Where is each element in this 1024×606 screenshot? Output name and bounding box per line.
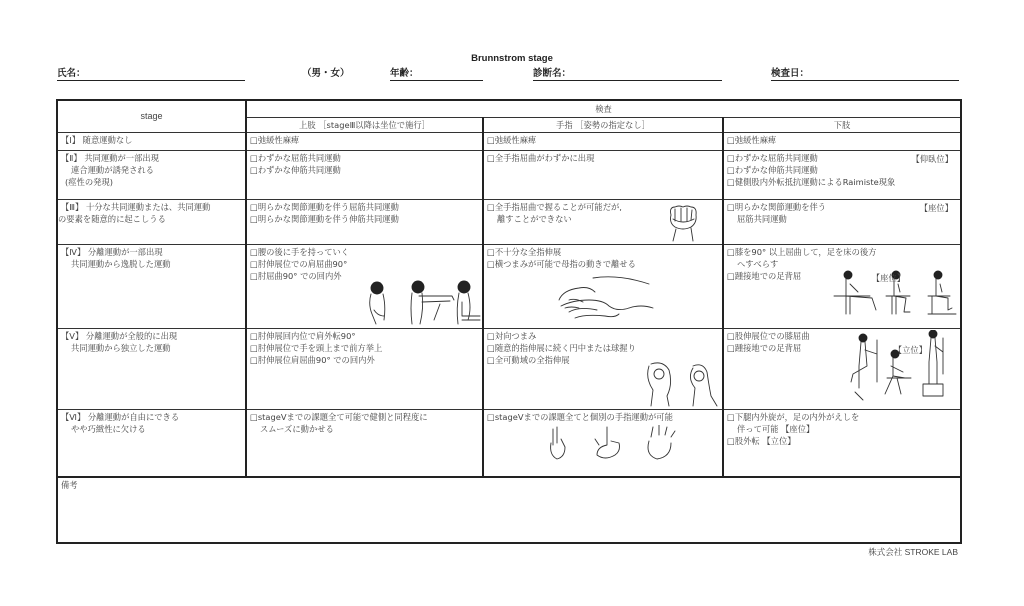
checkbox-item[interactable]: □肘屈曲90° での回内外 xyxy=(250,271,342,282)
upper-limb-cell[interactable] xyxy=(246,132,483,150)
company-credit: 株式会社 STROKE LAB xyxy=(868,547,958,557)
arm-postures-icon xyxy=(362,280,484,326)
checkbox-item[interactable]: □弛緩性麻痺 xyxy=(250,134,300,145)
checkbox-item[interactable]: □肘伸展位での肩屈曲90° xyxy=(250,258,348,269)
checkbox-item[interactable]: □stageⅤまでの課題全て可能で健側と同程度に xyxy=(250,411,428,422)
fingers-cell[interactable] xyxy=(483,244,723,328)
fingers-cell[interactable] xyxy=(483,132,723,150)
upper-limb-cell[interactable] xyxy=(246,150,483,199)
name-field[interactable] xyxy=(57,67,245,81)
checkbox-item-continued: 離すことができない xyxy=(497,213,572,224)
fingers-header: 手指 ［姿勢の指定なし］ xyxy=(483,117,723,132)
checkbox-item-continued: へすべらす xyxy=(737,258,779,269)
checkbox-item[interactable]: □全可動域の全指伸展 xyxy=(487,355,570,366)
upper-limb-cell[interactable] xyxy=(246,409,483,477)
sex-label: （男・女） xyxy=(302,68,350,79)
checkbox-item[interactable]: □股外転 【立位】 xyxy=(727,436,796,447)
table-row-stage-6 xyxy=(57,409,961,477)
checkbox-item-continued: 伴って可能 【座位】 xyxy=(737,423,815,434)
stage-cell: 【Ⅱ】 共同運動が一部出現 連合運動が誘発される (痙性の発現) xyxy=(57,150,246,199)
lower-limb-cell[interactable] xyxy=(723,150,961,199)
exam-date-label: 検査日： xyxy=(771,68,810,79)
checkbox-item[interactable]: □わずかな伸筋共同運動 xyxy=(250,164,341,175)
checkbox-item[interactable]: □腰の後に手を持っていく xyxy=(250,246,350,257)
standing-knee-flexion-icon xyxy=(847,330,947,406)
upper-limb-cell[interactable] xyxy=(246,328,483,409)
checkbox-item-continued: 屈筋共同運動 xyxy=(737,213,787,224)
stage-cell: 【Ⅳ】 分離運動が一部出現 共同運動から逸脱した運動 xyxy=(57,244,246,328)
lower-limb-cell[interactable] xyxy=(723,244,961,328)
age-label: 年齢： xyxy=(390,68,419,79)
checkbox-item[interactable]: □明らかな関節運動を伴う xyxy=(727,201,827,212)
lower-limb-cell[interactable] xyxy=(723,199,961,244)
age-field[interactable] xyxy=(390,67,483,81)
stage-header: stage xyxy=(57,100,246,132)
checkbox-item[interactable]: □肘伸展回内位で肩外転90° xyxy=(250,330,356,341)
table-row-stage-4 xyxy=(57,244,961,328)
checkbox-item[interactable]: □明らかな関節運動を伴う屈筋共同運動 xyxy=(250,201,399,212)
fingers-cell[interactable] xyxy=(483,150,723,199)
fingers-cell[interactable] xyxy=(483,409,723,477)
stage-cell: 【Ⅲ】 十分な共同運動または、共同運動 の要素を随意的に起こしうる xyxy=(57,199,246,244)
sex-field[interactable] xyxy=(302,67,362,80)
checkbox-item-continued: スムーズに動かせる xyxy=(260,423,334,434)
notes-label: 備考 xyxy=(61,480,78,491)
lateral-pinch-hand-icon xyxy=(549,270,659,322)
checkbox-item[interactable]: □stageⅤまでの課題全てと個別の手指運動が可能 xyxy=(487,411,673,422)
upper-limb-cell[interactable] xyxy=(246,199,483,244)
checkbox-item[interactable]: □膝を90° 以上屈曲して，足を床の後方 xyxy=(727,246,877,257)
position-tag: 【立位】 xyxy=(893,344,927,355)
individual-finger-movement-icon xyxy=(547,425,677,461)
name-label: 氏名： xyxy=(57,68,86,79)
checkbox-item[interactable]: □わずかな屈筋共同運動 xyxy=(727,152,818,163)
checkbox-item[interactable]: □全手指屈曲がわずかに出現 xyxy=(487,152,595,163)
checkbox-item[interactable]: □踵接地での足背屈 xyxy=(727,271,802,282)
diagnosis-field[interactable] xyxy=(533,67,722,81)
stage-cell: 【Ⅰ】 随意運動なし xyxy=(57,132,246,150)
checkbox-item[interactable]: □股伸展位での膝屈曲 xyxy=(727,330,810,341)
checkbox-item[interactable]: □わずかな伸筋共同運動 xyxy=(727,164,818,175)
checkbox-item[interactable]: □わずかな屈筋共同運動 xyxy=(250,152,341,163)
stage-cell: 【Ⅵ】 分離運動が自由にできる やや巧緻性に欠ける xyxy=(57,409,246,477)
checkbox-item[interactable]: □不十分な全指伸展 xyxy=(487,246,562,257)
checkbox-item[interactable]: □健側股内外転抵抗運動によるRaimiste現象 xyxy=(727,177,896,188)
lower-limb-header: 下肢 xyxy=(723,117,961,132)
position-tag: 【座位】 xyxy=(919,202,953,213)
checkbox-item[interactable]: □踵接地での足背屈 xyxy=(727,342,802,353)
table-row-stage-5 xyxy=(57,328,961,409)
position-tag: 【座位】 xyxy=(871,273,905,284)
stage-cell: 【Ⅴ】 分離運動が全般的に出現 共同運動から独立した運動 xyxy=(57,328,246,409)
exam-date-field[interactable] xyxy=(771,67,959,81)
upper-limb-cell[interactable] xyxy=(246,244,483,328)
checkbox-item[interactable]: □弛緩性麻痺 xyxy=(487,134,537,145)
checkbox-item[interactable]: □対向つまみ xyxy=(487,330,537,341)
checkbox-item[interactable]: □肘伸展位肩屈曲90° での回内外 xyxy=(250,355,375,366)
document-title: Brunnstrom stage xyxy=(471,53,553,64)
checkbox-item[interactable]: □横つまみが可能で母指の動きで離せる xyxy=(487,258,636,269)
notes-area[interactable] xyxy=(57,477,961,543)
upper-limb-header: 上肢 ［stageⅢ以降は坐位で施行］ xyxy=(246,117,483,132)
lower-limb-cell[interactable] xyxy=(723,328,961,409)
checkbox-item[interactable]: □弛緩性麻痺 xyxy=(727,134,777,145)
fingers-cell[interactable] xyxy=(483,199,723,244)
sphere-grasp-hand-icon xyxy=(645,360,721,408)
lower-limb-cell[interactable] xyxy=(723,132,961,150)
brunnstrom-table xyxy=(56,99,962,544)
table-row-stage-2 xyxy=(57,150,961,199)
checkbox-item[interactable]: □随意的指伸展に続く円中または球握り xyxy=(487,342,636,353)
diagnosis-label: 診断名： xyxy=(533,68,572,79)
checkbox-item[interactable]: □肘伸展位で手を頭上まで前方挙上 xyxy=(250,342,383,353)
checkbox-item[interactable]: □全手指屈曲で握ることが可能だが, xyxy=(487,201,622,212)
exam-header: 検査 xyxy=(246,100,961,117)
checkbox-item[interactable]: □下腿内外旋が，足の内外がえしを xyxy=(727,411,860,422)
table-row-stage-3 xyxy=(57,199,961,244)
checkbox-item[interactable]: □明らかな関節運動を伴う伸筋共同運動 xyxy=(250,213,399,224)
position-tag: 【仰臥位】 xyxy=(911,153,953,164)
fist-icon xyxy=(663,203,703,243)
fingers-cell[interactable] xyxy=(483,328,723,409)
lower-limb-cell[interactable] xyxy=(723,409,961,477)
table-row-stage-1 xyxy=(57,132,961,150)
